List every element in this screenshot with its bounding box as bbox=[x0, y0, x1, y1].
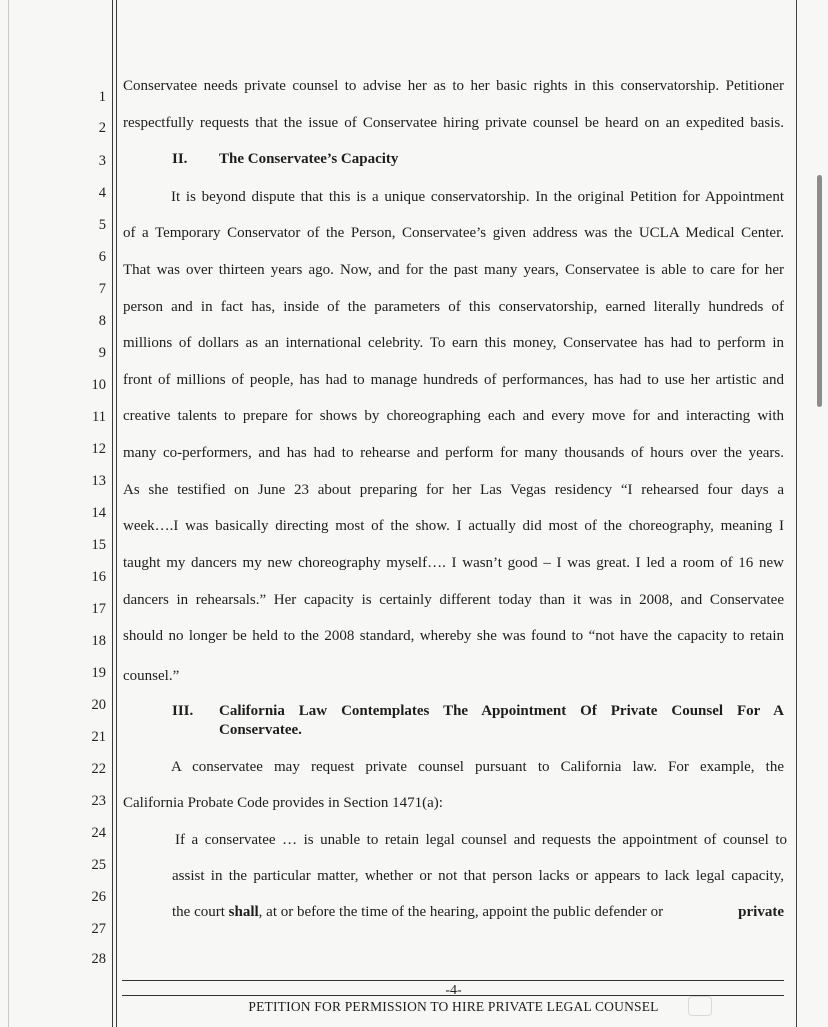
line-number: 14 bbox=[91, 505, 106, 521]
text-line: millions of dollars as an international celebrity. To earn this money, Conservatee has had to perform in bbox=[123, 335, 784, 351]
section-heading: California Law Contemplates The Appointment Of Private Counsel For A bbox=[219, 703, 784, 719]
text-line: taught my dancers my new choreography myself…. I wasn’t good – I was great. I led a room of 16 new bbox=[123, 555, 784, 571]
line-number: 3 bbox=[98, 153, 106, 169]
quote-emphasis: shall bbox=[228, 904, 259, 920]
section-number: II. bbox=[172, 151, 188, 167]
line-number: 17 bbox=[91, 601, 106, 617]
text-line: That was over thirteen years ago. Now, and for the past many years, Conservatee is able to care for her bbox=[123, 262, 784, 278]
line-number: 5 bbox=[98, 217, 106, 233]
text-line: counsel.” bbox=[123, 668, 180, 684]
text-line: should no longer be held to the 2008 standard, whereby she was found to “not have the capacity to retain bbox=[123, 628, 784, 644]
text-line: Conservatee needs private counsel to advise her as to her basic rights in this conservatorship. Petitioner bbox=[123, 78, 784, 94]
line-number: 7 bbox=[98, 281, 106, 297]
page-number: -4- bbox=[445, 983, 462, 998]
line-number: 8 bbox=[98, 313, 106, 329]
line-number: 28 bbox=[91, 951, 106, 967]
line-number: 2 bbox=[98, 120, 106, 136]
footer-rule bbox=[122, 980, 784, 981]
line-number: 12 bbox=[91, 441, 106, 457]
left-margin-rule bbox=[112, 0, 113, 1027]
line-number: 21 bbox=[91, 729, 106, 745]
line-number: 27 bbox=[91, 921, 106, 937]
line-number: 25 bbox=[91, 857, 106, 873]
line-number: 23 bbox=[91, 793, 106, 809]
quote-fragment: , at or before the time of the hearing, appoint the public defender or bbox=[258, 904, 667, 920]
line-number: 1 bbox=[98, 89, 106, 105]
text-line: person and in fact has, inside of the parameters of this conservatorship, earned literally hundreds of bbox=[123, 299, 784, 315]
text-line: As she testified on June 23 about preparing for her Las Vegas residency “I rehearsed four days a bbox=[123, 482, 784, 498]
line-number: 9 bbox=[98, 345, 106, 361]
text-line: respectfully requests that the issue of Conservatee hiring private counsel be heard on an expedited basis. bbox=[123, 115, 784, 131]
text-line: of a Temporary Conservator of the Person, Conservatee’s given address was the UCLA Medical Center. bbox=[123, 225, 784, 241]
quote-emphasis: private bbox=[738, 904, 784, 920]
text-line: dancers in rehearsals.” Her capacity is certainly different today than it was in 2008, and Conservatee bbox=[123, 592, 784, 608]
right-margin-rule bbox=[796, 0, 797, 1027]
line-number: 19 bbox=[91, 665, 106, 681]
text-line: many co-performers, and has had to rehearse and perform for many thousands of hours over the years. bbox=[123, 445, 784, 461]
line-number: 10 bbox=[91, 377, 106, 393]
line-number: 6 bbox=[98, 249, 106, 265]
scrollbar[interactable] bbox=[817, 175, 822, 407]
line-number: 11 bbox=[92, 409, 106, 425]
quote-line: If a conservatee … is unable to retain legal counsel and requests the appointment of counsel to bbox=[175, 832, 787, 848]
footer-title: PETITION FOR PERMISSION TO HIRE PRIVATE LEGAL COUNSEL bbox=[248, 999, 659, 1014]
line-number: 24 bbox=[91, 825, 106, 841]
text-line: California Probate Code provides in Section 1471(a): bbox=[123, 795, 443, 811]
quote-line bbox=[172, 903, 784, 921]
text-line: It is beyond dispute that this is a unique conservatorship. In the original Petition for Appointment bbox=[171, 189, 784, 205]
line-number: 15 bbox=[91, 537, 106, 553]
line-number: 13 bbox=[91, 473, 106, 489]
line-number: 18 bbox=[91, 633, 106, 649]
section-heading: The Conservatee’s Capacity bbox=[219, 151, 399, 167]
line-number: 4 bbox=[98, 185, 106, 201]
text-line: front of millions of people, has had to manage hundreds of performances, has had to use her artistic and bbox=[123, 372, 784, 388]
section-heading-cont: Conservatee. bbox=[219, 722, 302, 738]
text-line: week….I was basically directing most of the show. I actually did most of the choreography, meaning I bbox=[123, 518, 784, 534]
page-left-edge bbox=[8, 0, 9, 1027]
line-number: 26 bbox=[91, 889, 106, 905]
watermark-icon bbox=[688, 996, 712, 1016]
line-number: 20 bbox=[91, 697, 106, 713]
text-line: A conservatee may request private counsel pursuant to California law. For example, the bbox=[171, 759, 784, 775]
section-number: III. bbox=[172, 703, 194, 719]
line-number: 22 bbox=[91, 761, 106, 777]
quote-line: assist in the particular matter, whether or not that person lacks or appears to lack legal capacity, bbox=[172, 868, 784, 884]
text-line: creative talents to prepare for shows by choreographing each and every move for and interacting with bbox=[123, 408, 784, 424]
quote-text bbox=[172, 903, 667, 921]
quote-fragment: the court bbox=[172, 904, 229, 920]
line-number: 16 bbox=[91, 569, 106, 585]
left-margin-rule-inner bbox=[116, 0, 117, 1027]
